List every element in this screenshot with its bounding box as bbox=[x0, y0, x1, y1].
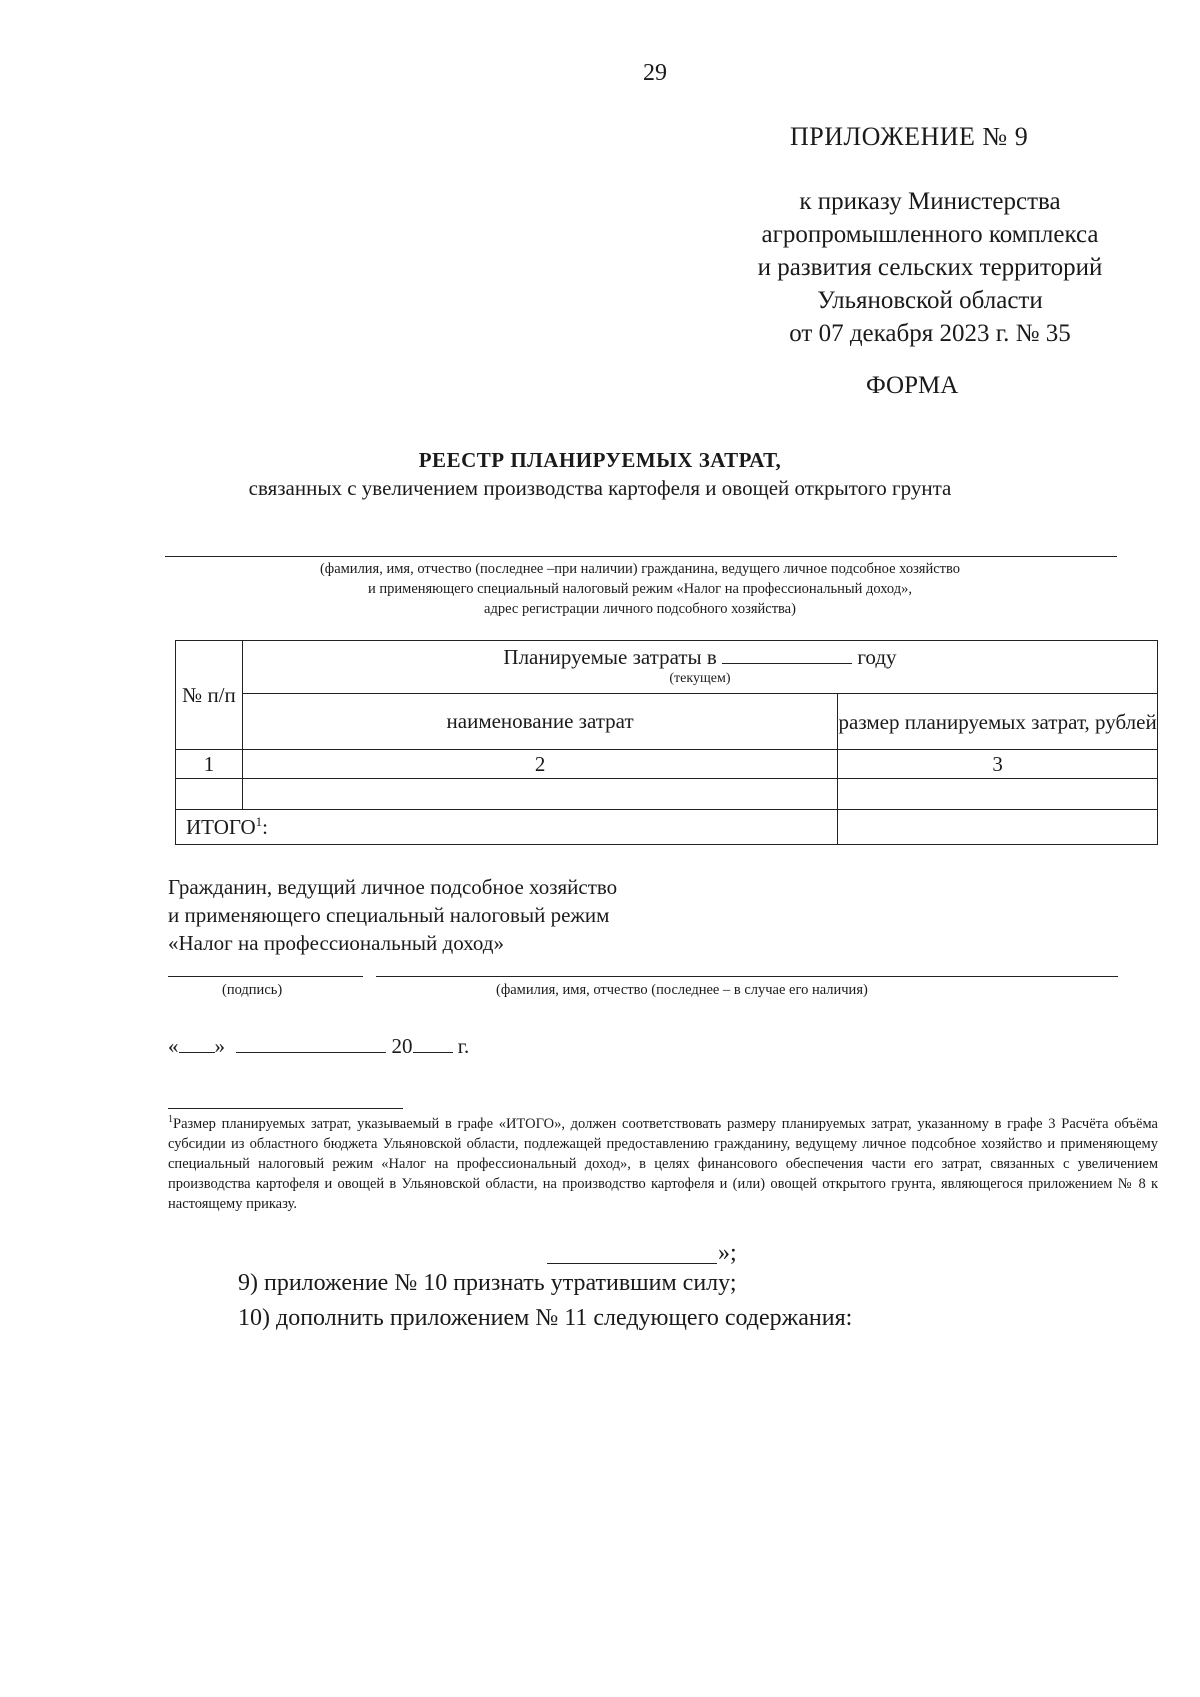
closing-line bbox=[547, 1263, 717, 1264]
total-label: ИТОГО bbox=[186, 815, 256, 839]
year-digits-blank bbox=[413, 1034, 453, 1053]
footnote-separator bbox=[168, 1108, 403, 1109]
citizen-statement bbox=[168, 873, 617, 957]
total-label-cell bbox=[176, 810, 838, 845]
year-blank bbox=[722, 645, 852, 664]
total-colon: : bbox=[262, 815, 269, 839]
date-line bbox=[168, 1034, 469, 1059]
order-reference bbox=[700, 185, 1160, 350]
order-line: от 07 декабря 2023 г. № 35 bbox=[789, 320, 1071, 347]
full-name-label: (фамилия, имя, отчество (последнее – в случае его наличия) bbox=[496, 982, 868, 998]
total-value-cell bbox=[838, 810, 1158, 845]
date-open-quote: « bbox=[168, 1034, 179, 1058]
order-line: Ульяновской области bbox=[817, 287, 1043, 314]
appendix-title: ПРИЛОЖЕНИЕ № 9 bbox=[790, 122, 1029, 151]
order-line: агропромышленного комплекса bbox=[761, 221, 1099, 248]
page-number: 29 bbox=[643, 60, 667, 86]
footnote bbox=[168, 1110, 1158, 1214]
order-line: к приказу Министерства bbox=[799, 188, 1061, 215]
total-row bbox=[176, 810, 1158, 845]
index-cell: 3 bbox=[838, 750, 1158, 779]
month-blank bbox=[236, 1034, 386, 1053]
order-line: и развития сельских территорий bbox=[757, 254, 1103, 281]
caption-line: и применяющего специальный налоговый режим «Налог на профессиональный доход», bbox=[367, 581, 913, 597]
list-item: 10) дополнить приложением № 11 следующего содержания: bbox=[238, 1305, 853, 1331]
planned-suffix: году bbox=[857, 645, 897, 669]
planned-costs-table bbox=[175, 640, 1158, 845]
list-item: 9) приложение № 10 признать утратившим силу; bbox=[238, 1270, 737, 1296]
citizen-line: Гражданин, ведущий личное подсобное хозяйство bbox=[168, 875, 618, 899]
citizen-line: «Налог на профессиональный доход» bbox=[168, 931, 504, 955]
signature-label: (подпись) bbox=[222, 982, 283, 998]
col-amount-header: размер планируемых затрат, рублей bbox=[838, 694, 1158, 750]
index-row bbox=[176, 750, 1158, 779]
current-year-hint: (текущем) bbox=[669, 671, 731, 686]
document-subtitle: связанных с увеличением производства картофеля и овощей открытого грунта bbox=[248, 476, 952, 500]
empty-cell bbox=[242, 779, 837, 810]
index-cell: 2 bbox=[242, 750, 837, 779]
year-prefix: 20 bbox=[391, 1034, 413, 1058]
form-label: ФОРМА bbox=[866, 372, 959, 399]
table-row bbox=[176, 779, 1158, 810]
document-title: РЕЕСТР ПЛАНИРУЕМЫХ ЗАТРАТ, bbox=[418, 448, 782, 472]
caption-line: (фамилия, имя, отчество (последнее –при наличии) гражданина, ведущего личное подсобное хозяйство bbox=[319, 561, 961, 577]
planned-prefix: Планируемые затраты в bbox=[503, 645, 717, 669]
full-name-line bbox=[376, 976, 1118, 977]
planned-header bbox=[242, 641, 1157, 694]
person-name-line bbox=[165, 556, 1117, 557]
col-name-header: наименование затрат bbox=[242, 694, 837, 750]
closing-quote: »; bbox=[718, 1240, 737, 1266]
empty-cell bbox=[176, 779, 243, 810]
total-footnote-mark: 1 bbox=[255, 814, 263, 829]
citizen-line: и применяющего специальный налоговый режим bbox=[168, 903, 610, 927]
person-caption bbox=[160, 559, 1120, 619]
col-num-header: № п/п bbox=[176, 641, 243, 750]
empty-cell bbox=[838, 779, 1158, 810]
signature-line bbox=[168, 976, 363, 977]
caption-line: адрес регистрации личного подсобного хозяйства) bbox=[484, 601, 796, 617]
date-close-quote: » bbox=[214, 1034, 225, 1058]
year-suffix: г. bbox=[457, 1034, 470, 1058]
footnote-marker: 1 bbox=[168, 1114, 173, 1125]
day-blank bbox=[179, 1034, 215, 1053]
footnote-text: Размер планируемых затрат, указываемый в графе «ИТОГО», должен соответствовать размеру планируемых затрат, указанному в графе 3 Расчёта объёма субсидии из областного бюджета Ульяновской области, подлежащей предоставлению гражданину, ведущему личное подсобное хозяйство и применяющему специальный налоговый режим «Налог на профессиональный доход», в целях финансового обеспечения части его затрат, связанных с увеличением производства картофеля и овощей в Ульяновской области, на производство картофеля и (или) овощей открытого грунта, являющегося приложением № 8 к настоящему приказу. bbox=[168, 1115, 1158, 1212]
index-cell: 1 bbox=[176, 750, 243, 779]
